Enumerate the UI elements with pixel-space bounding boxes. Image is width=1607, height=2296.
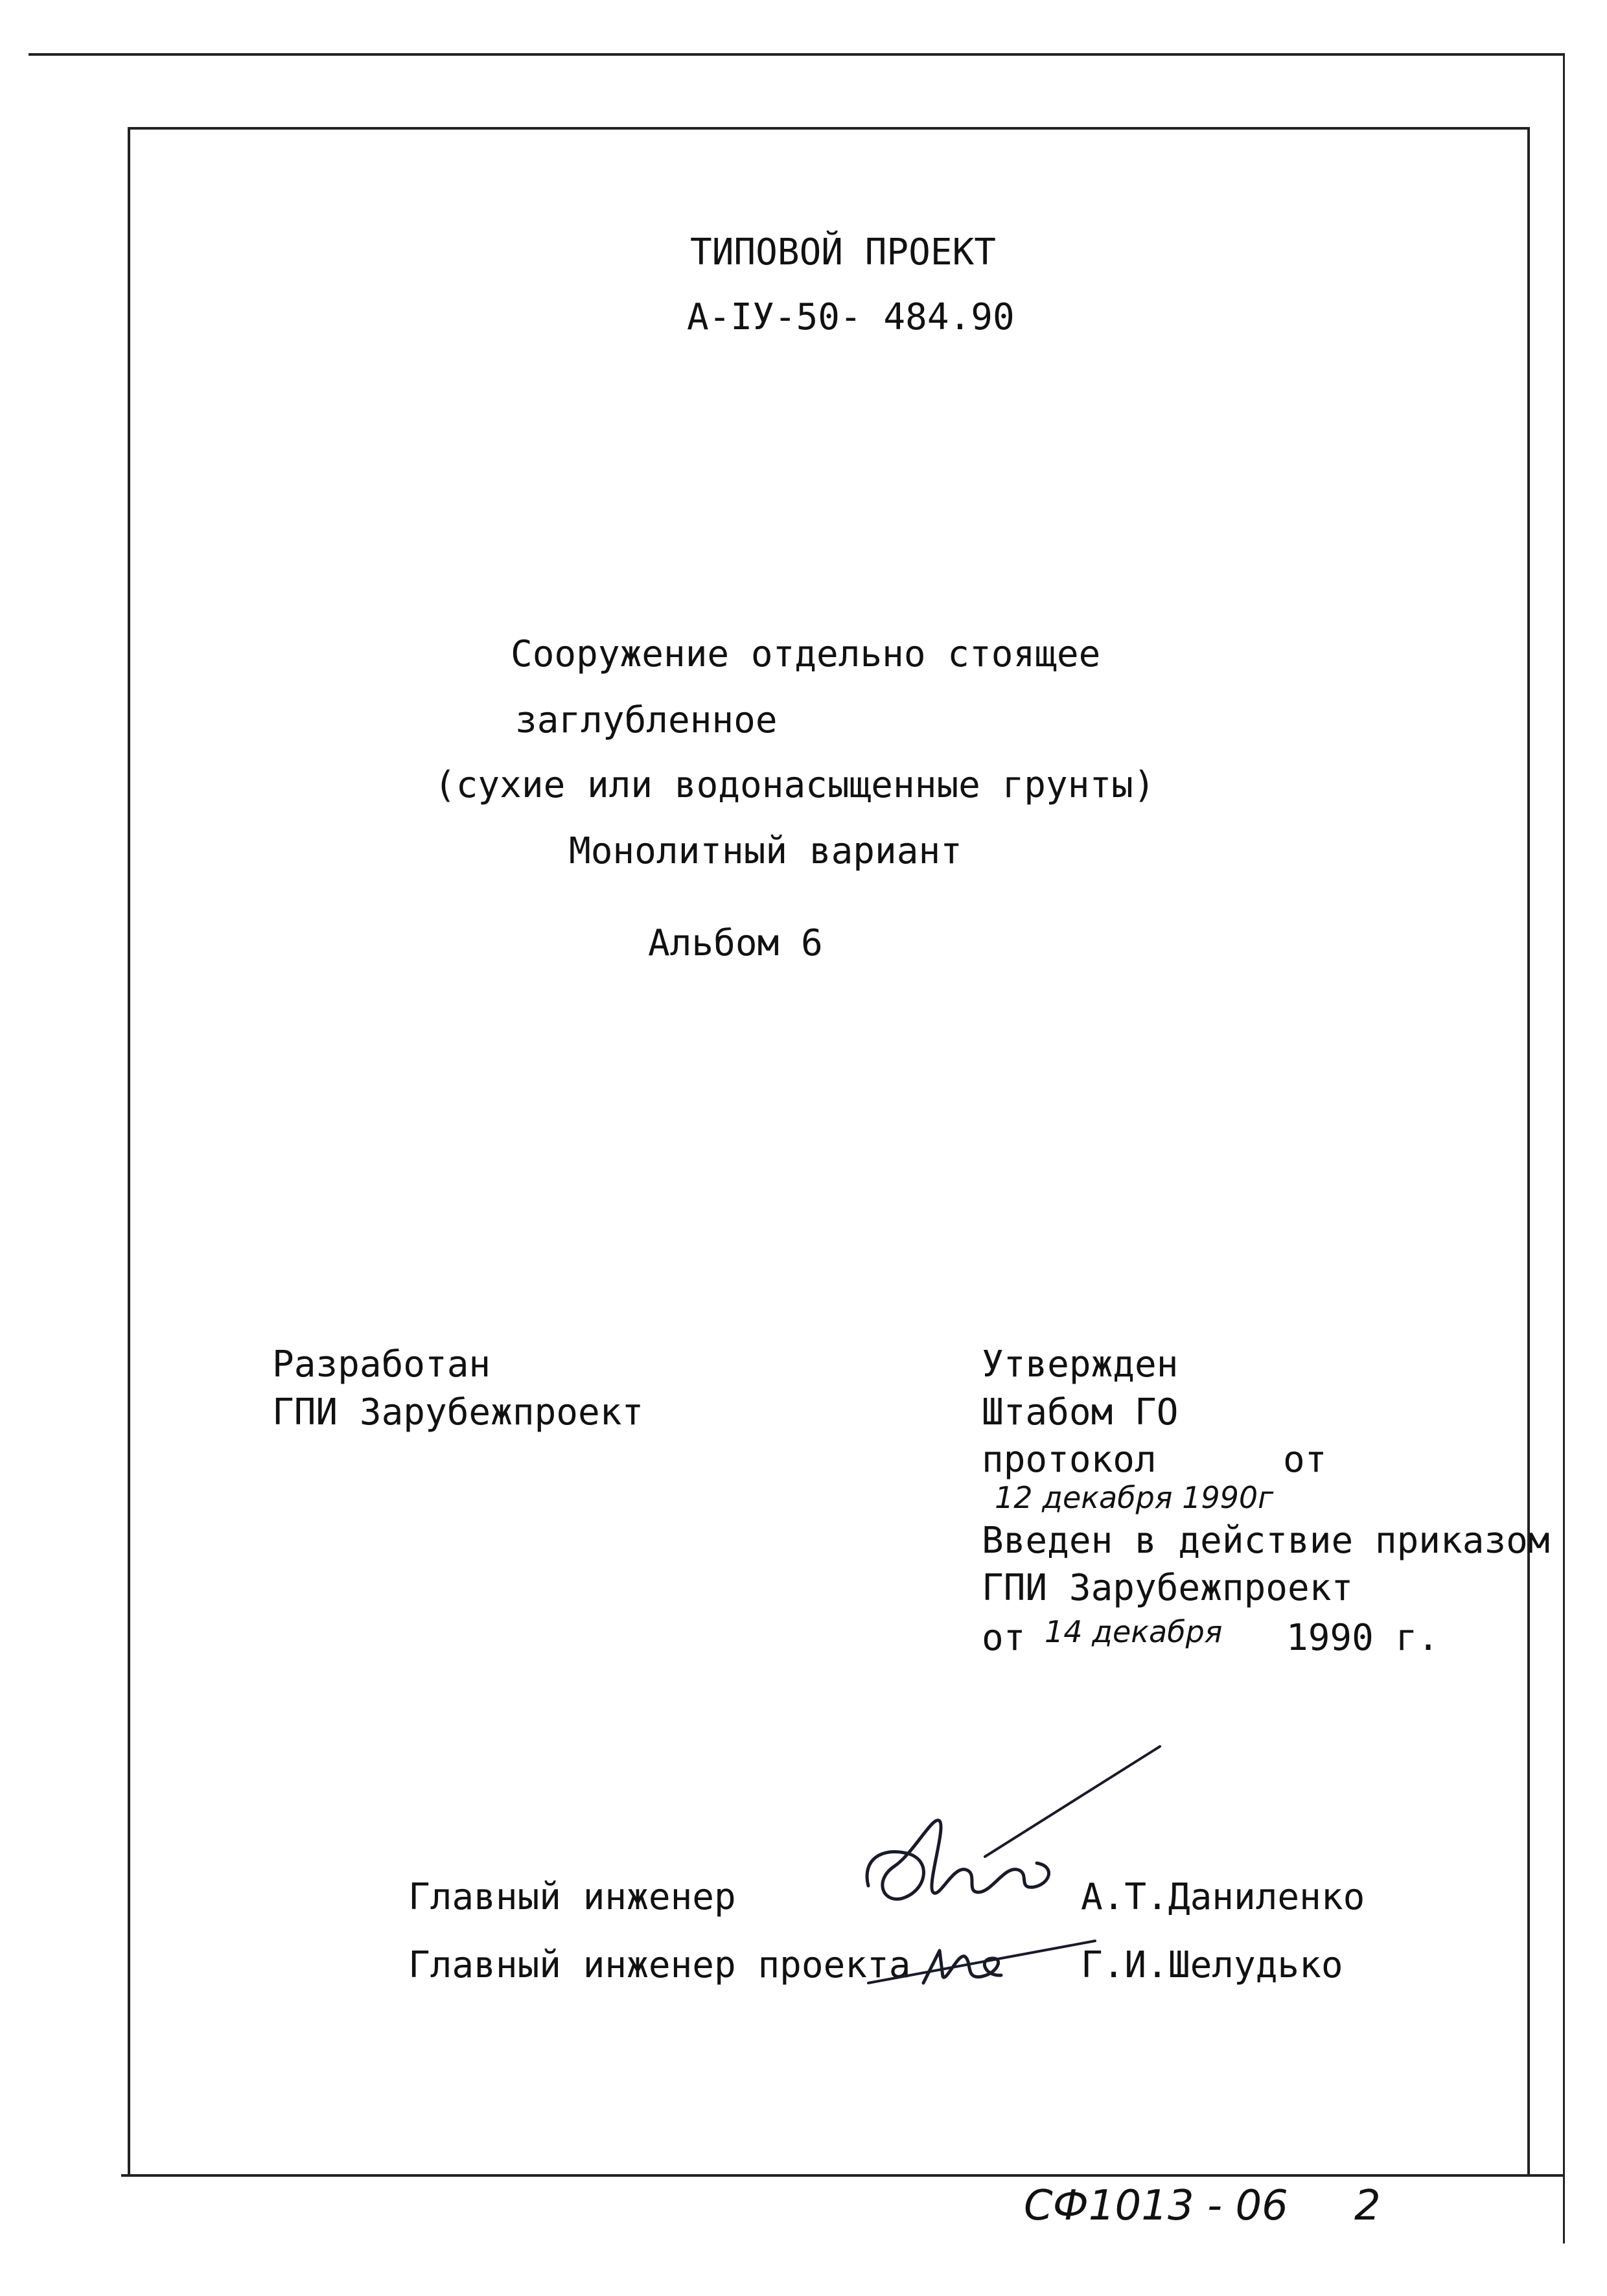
frame-right [1527, 127, 1530, 2176]
approved-by: Штабом ГО [982, 1391, 1179, 1433]
right-margin-line [1563, 53, 1565, 2244]
sheet-number: 2 [1354, 2182, 1381, 2230]
order-year: 1990 г. [1286, 1617, 1440, 1659]
introduced-org: ГПИ Зарубежпроект [982, 1567, 1354, 1609]
frame-bottom [121, 2174, 1565, 2177]
project-chief-engineer-role: Главный инженер проекта [408, 1944, 911, 1986]
project-chief-engineer-name: Г.И.Шелудько [1081, 1944, 1343, 1986]
title-line-4: Монолитный вариант [569, 830, 962, 872]
project-series: ТИПОВОЙ ПРОЕКТ [690, 231, 997, 273]
approved-label: Утвержден [982, 1343, 1179, 1386]
protocol-date: 12 декабря 1990г [995, 1480, 1274, 1515]
chief-engineer-name: А.Т.Даниленко [1081, 1876, 1365, 1918]
frame-top [128, 127, 1529, 130]
order-date-handwritten: 14 декабря [1045, 1614, 1223, 1649]
sheet-code: СФ1013 - 06 [1024, 2182, 1288, 2230]
order-from: от [982, 1617, 1026, 1659]
title-line-2: заглубленное [515, 699, 778, 741]
project-code: А-IУ-50- 484.90 [687, 296, 1015, 338]
top-margin-line [29, 53, 1564, 56]
introduced-line: Введен в действие приказом [982, 1520, 1550, 1562]
developed-org: ГПИ Зарубежпроект [272, 1391, 644, 1433]
project-chief-engineer-signature [862, 1912, 1108, 2002]
frame-left [128, 127, 130, 2176]
chief-engineer-role: Главный инженер [408, 1876, 736, 1918]
developed-label: Разработан [272, 1343, 491, 1386]
protocol-from: от [1283, 1439, 1327, 1481]
protocol-label: протокол [982, 1439, 1157, 1481]
album-label: Альбом 6 [648, 922, 823, 964]
title-line-1: Сооружение отдельно стоящее [511, 633, 1101, 675]
title-line-3: (сухие или водонасыщенные грунты) [434, 764, 1155, 806]
